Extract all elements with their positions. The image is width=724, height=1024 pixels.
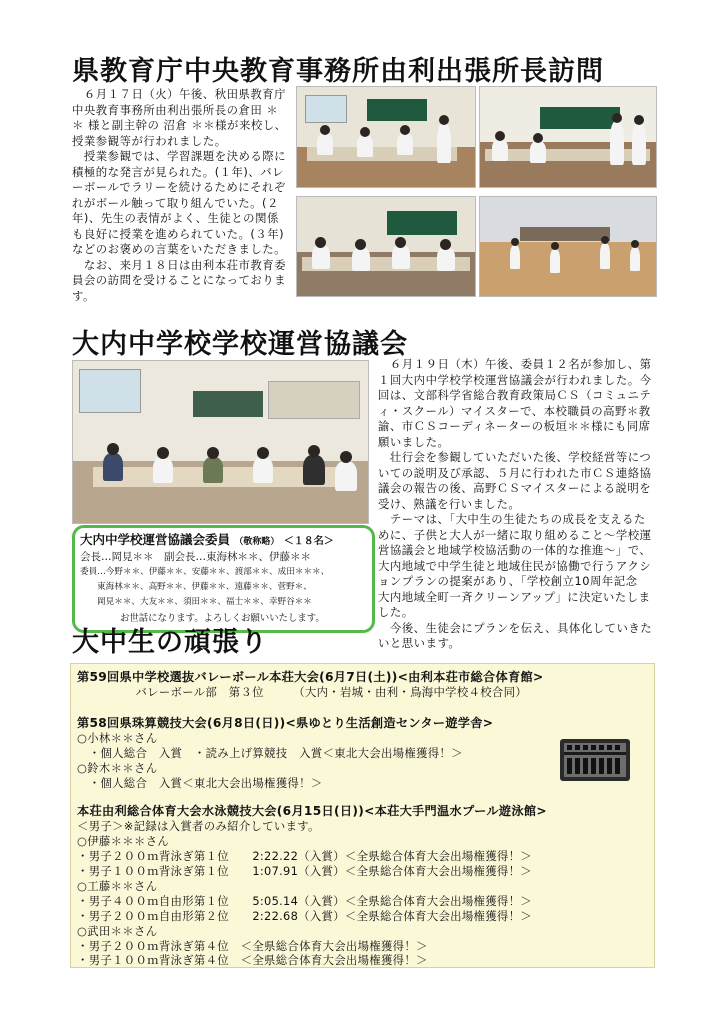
section1-paragraph: なお、来月１８日は由利本荘市教育委員会の訪問を受けることになっております。 [72, 257, 287, 303]
event-heading: 第59回県中学校選抜バレーボール本荘大会(6月7日(土))<由利本荘市総合体育館> [77, 670, 544, 684]
achievements-panel [70, 663, 655, 968]
gym-photo [479, 196, 657, 297]
event-line: ・男子１００ｍ背泳ぎ第４位 ＜全県総合体育大会出場権獲得！＞ [77, 953, 428, 967]
classroom-photo-2 [479, 86, 657, 188]
committee-count: ＜１８名＞ [283, 536, 334, 547]
event-line: ・男子２００ｍ背泳ぎ第４位 ＜全県総合体育大会出場権獲得！＞ [77, 939, 428, 953]
section1-paragraph: 授業参観では、学習課題を決める際に積極的な発言が見られた。(１年)、バレーボールでラリーを続けるためにそれぞれがボール触って取り組んでいた。(２年)、先生の表情がよく、生徒との関係も良好に授業を進められていた。(３年)などのお褒めの言葉をいただきました。 [72, 149, 287, 256]
committee-title [80, 530, 334, 548]
event-line: ・男子１００ｍ背泳ぎ第１位 1:07.91（入賞）＜全県総合体育大会出場権獲得！＞ [77, 864, 532, 878]
section2-paragraph: 壮行会を参観していただいた後、学校経営等についての説明及び承認、５月に行われた市ＣＳ連絡協議会の報告の後、高野ＣＳマイスターによる説明を受け、熟議を行いました。 [378, 450, 652, 511]
committee-members: 委員…今野＊＊、伊藤＊＊、安藤＊＊、渡部＊＊、成田＊＊＊、 [80, 567, 330, 577]
abacus-icon [559, 738, 631, 782]
event-line: ＜男子＞※記録は入賞者のみ紹介しています。 [77, 819, 320, 833]
section3-title: 大中生の頑張り [72, 627, 268, 658]
event-line: バレーボール部 第３位 （大内・岩城・由利・鳥海中学校４校合同） [77, 685, 528, 699]
section1-title: 県教育庁中央教育事務所由利出張所長訪問 [72, 56, 604, 87]
event-line: ○鈴木＊＊さん [77, 761, 158, 775]
section2-paragraph: テーマは、「大中生の生徒たちの成長を支えるために、子供と大人が一緒に取り組めること～学校運営協議会と地域学校協活動の一体的な推進～」で、大内地域で中学生徒と地域住民が協働で行うアクションプランの提案があり、「学校創立10周年記念 大内地域全町一斉クリーンアップ」に決定いたしました。 [378, 512, 652, 619]
classroom-photo-1 [296, 86, 476, 188]
classroom-photo-3 [296, 196, 476, 297]
committee-chairs: 会長…岡見＊＊ 副会長…東海林＊＊、伊藤＊＊ [80, 551, 311, 563]
committee-note: お世話になります。よろしくお願いいたします。 [120, 613, 325, 624]
section2-paragraph: ６月１９日（木）午後、委員１２名が参加し、第１回大内中学校学校運営協議会が行われました。今回は、文部科学省総合教育政策局ＣＳ（コミュニティ・スクール）マイスターで、本校職員の高野＊教諭、市ＣＳコーディネーターの板垣＊＊様にも同席願いました。 [378, 357, 652, 449]
event-heading: 本荘由利総合体育大会水泳競技大会(6月15日(日))<本荘大手門温水プール遊泳館> [77, 804, 547, 818]
event-line: ・男子２００ｍ自由形第２位 2:22.68（入賞）＜全県総合体育大会出場権獲得！＞ [77, 909, 532, 923]
committee-box [72, 525, 375, 633]
section1-paragraph: ６月１７日（火）午後、秋田県教育庁中央教育事務所由利出張所長の倉田 ＊＊ 様と副主幹の 沼倉 ＊＊様が来校し、授業参観等が行われました。 [72, 87, 287, 148]
committee-title-text: 大内中学校運営協議会委員 [80, 532, 231, 547]
event-line: ・個人総合 入賞＜東北大会出場権獲得！＞ [77, 776, 323, 790]
event-line: ・男子２００ｍ背泳ぎ第１位 2:22.22（入賞）＜全県総合体育大会出場権獲得！＞ [77, 849, 532, 863]
section1-body [72, 87, 290, 304]
event-line: ○武田＊＊さん [77, 924, 158, 938]
event-line: ○小林＊＊さん [77, 731, 158, 745]
event-line: ○工藤＊＊さん [77, 879, 158, 893]
committee-members: 東海林＊＊、高野＊＊、伊藤＊＊、遠藤＊＊、菅野＊、 [97, 582, 312, 592]
event-line: ・個人総合 入賞 ・読み上げ算競技 入賞＜東北大会出場権獲得！＞ [77, 746, 463, 760]
committee-members: 岡見＊＊、大友＊＊、須田＊＊、福士＊＊、幸野谷＊＊ [97, 597, 312, 607]
section2-paragraph: 今後、生徒会にプランを伝え、具体化していきたいと思います。 [378, 620, 653, 650]
event-line: ○伊藤＊＊＊さん [77, 834, 170, 848]
meeting-photo [72, 360, 369, 524]
committee-title-note: （敬称略） [234, 537, 280, 547]
section2-body [378, 357, 656, 652]
event-heading: 第58回県珠算競技大会(6月8日(日))<県ゆとり生活創造センター遊学舎> [77, 716, 494, 730]
section2-title: 大内中学校学校運営協議会 [72, 329, 408, 360]
event-line: ・男子４００ｍ自由形第１位 5:05.14（入賞）＜全県総合体育大会出場権獲得！＞ [77, 894, 532, 908]
